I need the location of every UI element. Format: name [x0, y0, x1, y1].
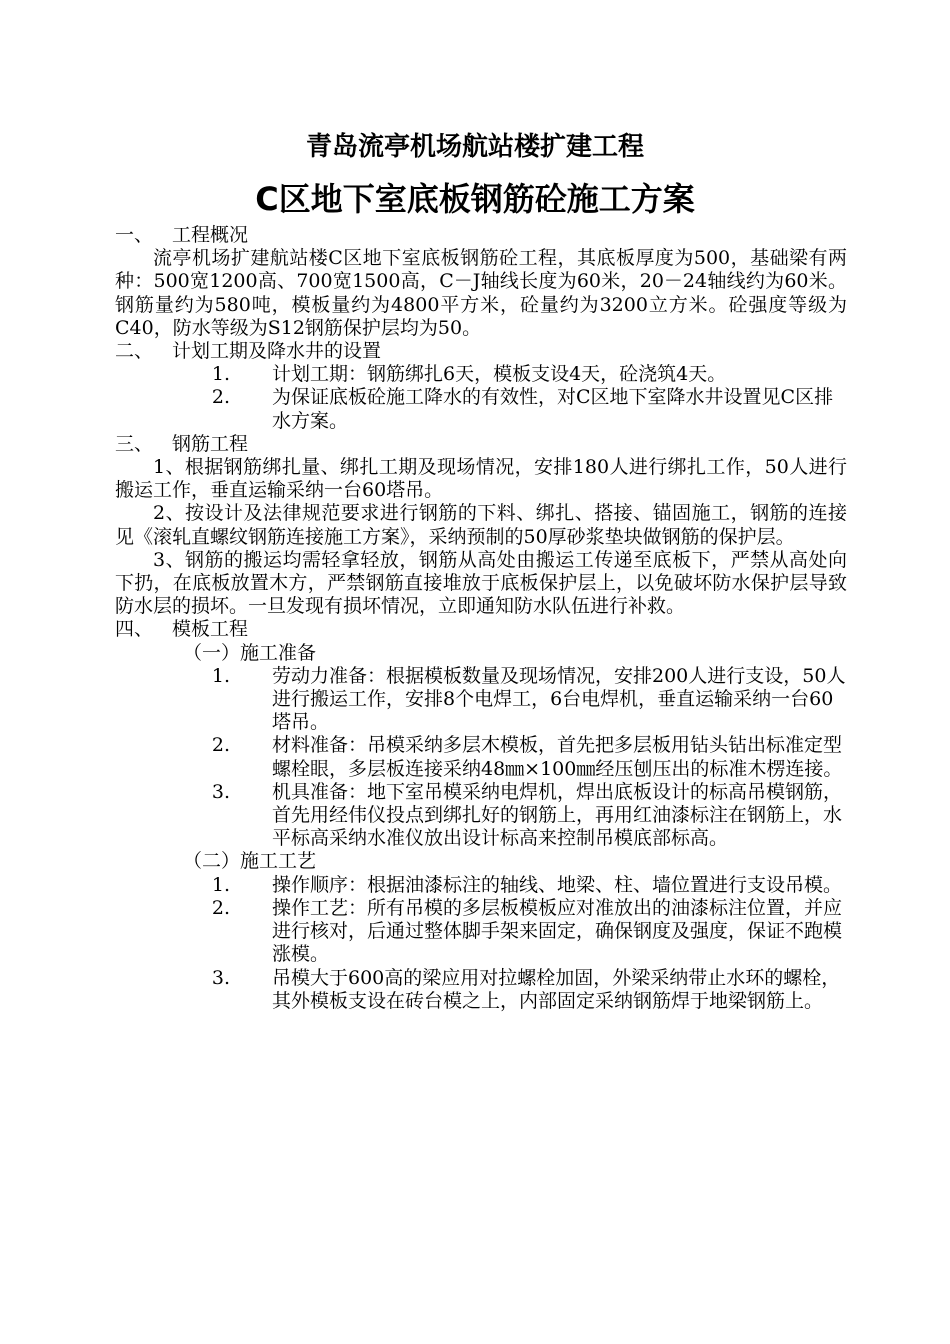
list-item [115, 665, 847, 735]
item-text: 机具准备：地下室吊模采纳电焊机，焊出底板设计的标高吊模钢筋，首先用经伟仪投点到绑扎好的钢筋上，再用红油漆标注在钢筋上，水平标高采纳水准仪放出设计标高来控制吊模底部标高。 [272, 780, 843, 850]
item-number: 1. [211, 363, 230, 386]
section-title: 计划工期及降水井的设置 [172, 340, 382, 363]
item-number: 1. [211, 873, 230, 896]
item-number: 2. [211, 734, 230, 757]
item-text: 操作工艺：所有吊模的多层板模板应对准放出的油漆标注位置，并应进行核对，后通过整体脚手架来固定，确保钢度及强度，保证不跑模涨模。 [272, 896, 843, 966]
list-item [115, 897, 847, 967]
list-item [115, 967, 847, 1013]
item-text: 操作顺序：根据油漆标注的轴线、地梁、柱、墙位置进行支设吊模。 [272, 873, 843, 896]
project-title: 青岛流亭机场航站楼扩建工程 [305, 132, 644, 162]
section-1-heading [115, 224, 847, 247]
subsection-heading: （二）施工工艺 [183, 850, 317, 873]
subsection-heading: （一）施工准备 [183, 641, 317, 664]
section-4-heading [115, 618, 847, 641]
rebar-paragraph-2: 2、按设计及法律规范要求进行钢筋的下料、绑扎、搭接、锚固施工，钢筋的连接见《滚轧直螺纹钢筋连接施工方案》，采纳预制的50厚砂浆垫块做钢筋的保护层。 [115, 502, 847, 548]
item-number: 3. [211, 780, 230, 803]
section-title: 模板工程 [172, 618, 249, 641]
item-text: 劳动力准备：根据模板数量及现场情况，安排200人进行支设，50人进行搬运工作，安排8个电焊工，6台电焊机，垂直运输采纳一台60塔吊。 [272, 664, 846, 734]
item-text: 计划工期：钢筋绑扎6天，模板支设4天，砼浇筑4天。 [272, 363, 727, 386]
item-text: 材料准备：吊模采纳多层木模板，首先把多层板用钻头钻出标准定型螺栓眼，多层板连接采纳48㎜×100㎜经压刨压出的标准木楞连接。 [272, 734, 843, 780]
item-text: 吊模大于600高的梁应用对拉螺栓加固，外梁采纳带止水环的螺栓，其外模板支设在砖台模之上，内部固定采纳钢筋焊于地梁钢筋上。 [272, 966, 841, 1012]
rebar-paragraph-3: 3、钢筋的搬运均需轻拿轻放，钢筋从高处由搬运工传递至底板下，严禁从高处向下扔，在底板放置木方，严禁钢筋直接堆放于底板保护层上，以免破坏防水保护层导致防水层的损坏。一旦发现有损坏情况，立即通知防水队伍进行补救。 [115, 548, 847, 618]
document-body [115, 224, 847, 1013]
list-item [115, 363, 847, 386]
section-number: 一、 [115, 224, 154, 246]
section-2-heading [115, 340, 847, 363]
item-text: 为保证底板砼施工降水的有效性，对C区地下室降水井设置见C区排水方案。 [272, 386, 834, 432]
list-item [115, 874, 847, 897]
overview-paragraph: 流亭机场扩建航站楼C区地下室底板钢筋砼工程，其底板厚度为500，基础梁有两种：500宽1200高、700宽1500高，C－J轴线长度为60米，20－24轴线约为60米。钢筋量约为580吨，模板量约为4800平方米，砼量约为3200立方米。砼强度等级为C40，防水等级为S12钢筋保护层均为50。 [115, 247, 847, 339]
section-number: 二、 [115, 340, 154, 363]
list-item [115, 781, 847, 851]
item-number: 2. [211, 386, 230, 409]
item-number: 1. [211, 664, 230, 687]
rebar-paragraph-1: 1、根据钢筋绑扎量、绑扎工期及现场情况，安排180人进行绑扎工作，50人进行搬运工作，垂直运输采纳一台60塔吊。 [115, 456, 847, 502]
list-item [115, 386, 847, 432]
list-item [115, 734, 847, 780]
plan-title: C区地下室底板钢筋砼施工方案 [255, 180, 695, 218]
section-3-heading [115, 433, 847, 456]
section-number: 四、 [115, 618, 154, 641]
section-title: 钢筋工程 [172, 432, 249, 455]
item-number: 2. [211, 896, 230, 919]
section-title: 工程概况 [172, 224, 249, 246]
item-number: 3. [211, 966, 230, 989]
section-number: 三、 [115, 432, 154, 455]
